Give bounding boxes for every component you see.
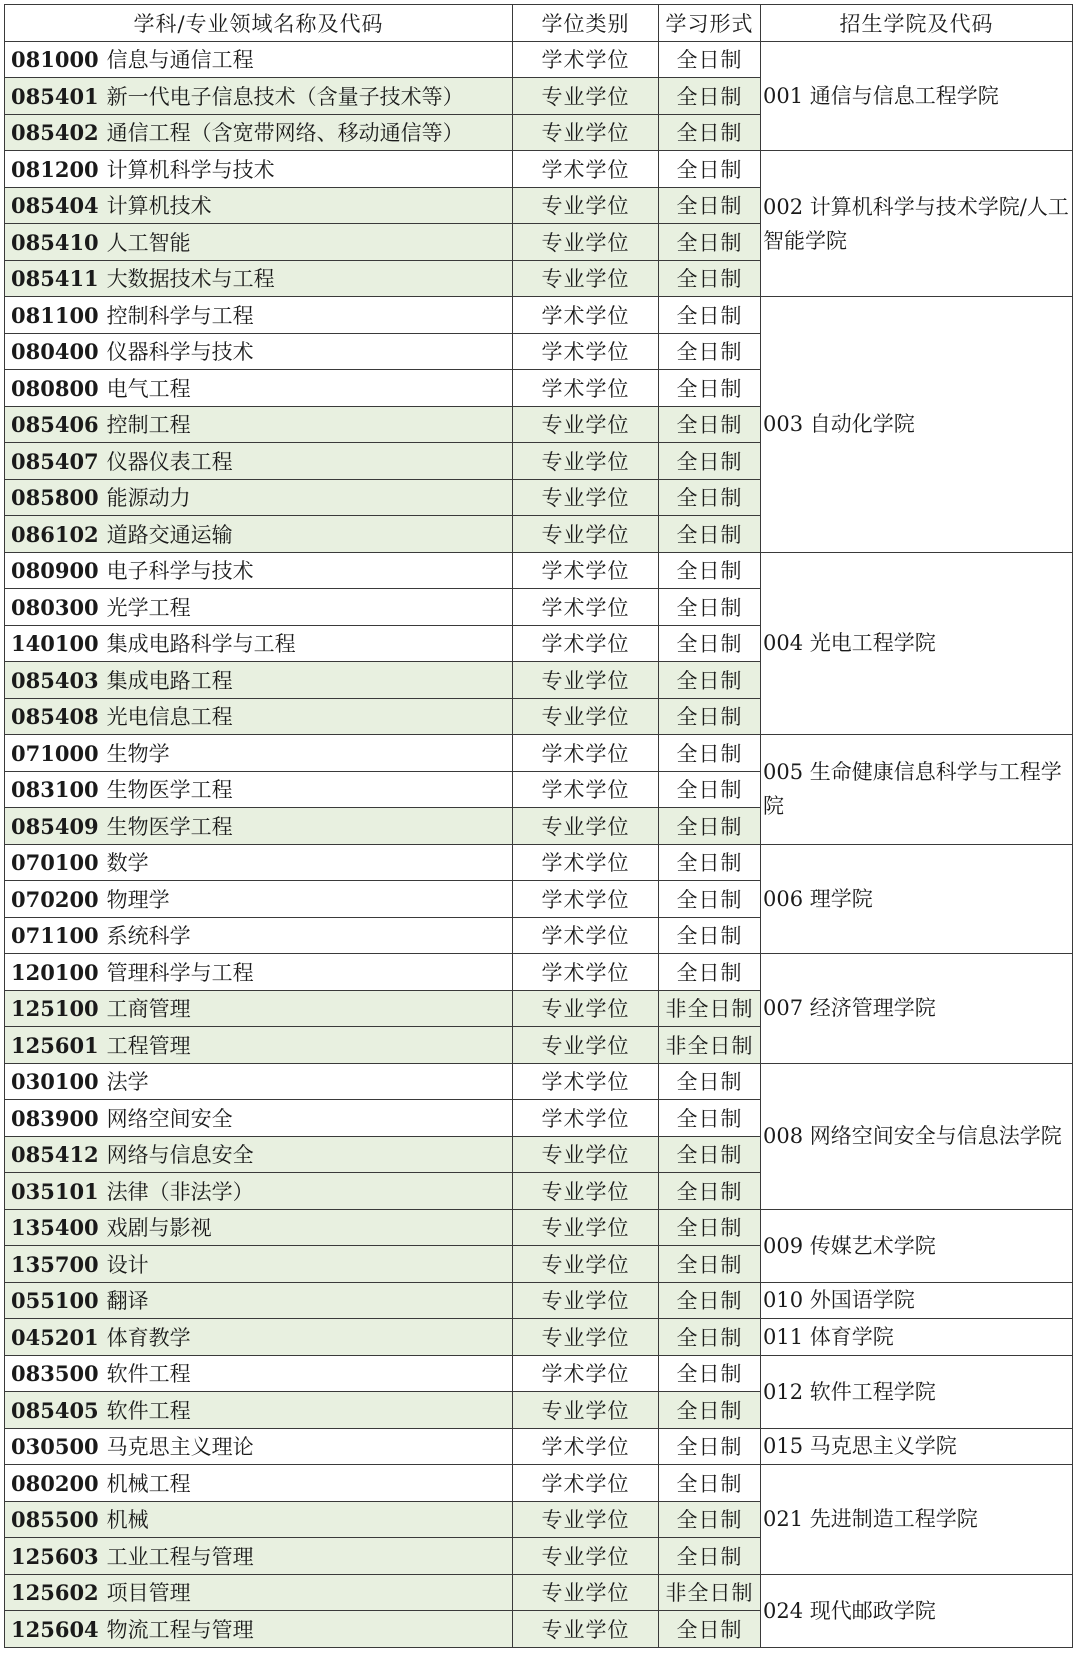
- degree-type-cell: 学术学位: [513, 735, 659, 772]
- subject-code: 125601: [11, 1032, 99, 1058]
- subject-name: 数学: [106, 851, 149, 876]
- study-form-cell: 全日制: [659, 589, 761, 626]
- subject-code: 085408: [11, 704, 99, 730]
- subject-name: 通信工程（含宽带网络、移动通信等）: [106, 121, 464, 146]
- study-form-cell: 全日制: [659, 333, 761, 370]
- subject-name: 计算机科学与技术: [106, 157, 275, 182]
- subject-cell: [5, 1392, 513, 1429]
- subject-code: 125602: [11, 1580, 99, 1606]
- subject-code: 083900: [11, 1105, 99, 1131]
- study-form-cell: 全日制: [659, 735, 761, 772]
- subject-name: 仪器科学与技术: [106, 340, 254, 365]
- subject-name: 马克思主义理论: [106, 1435, 254, 1460]
- subject-cell: [5, 1538, 513, 1575]
- subject-cell: [5, 917, 513, 954]
- subject-name: 翻译: [106, 1289, 149, 1314]
- table-row: [5, 1319, 1073, 1356]
- degree-type-cell: 专业学位: [513, 260, 659, 297]
- subject-cell: [5, 516, 513, 553]
- subject-cell: [5, 662, 513, 699]
- degree-type-cell: 学术学位: [513, 917, 659, 954]
- college-cell: 015 马克思主义学院: [761, 1428, 1073, 1465]
- subject-cell: [5, 1465, 513, 1502]
- table-row: [5, 1209, 1073, 1246]
- degree-type-cell: 学术学位: [513, 1465, 659, 1502]
- subject-code: 085411: [11, 266, 99, 292]
- subject-code: 085500: [11, 1507, 99, 1533]
- study-form-cell: 全日制: [659, 881, 761, 918]
- subject-name: 生物医学工程: [106, 778, 233, 803]
- subject-code: 070200: [11, 886, 99, 912]
- subject-cell: [5, 1209, 513, 1246]
- study-form-cell: 全日制: [659, 479, 761, 516]
- program-table: [4, 4, 1073, 1648]
- subject-code: 120100: [11, 959, 99, 985]
- college-cell: 004 光电工程学院: [761, 552, 1073, 735]
- degree-type-cell: 学术学位: [513, 589, 659, 626]
- header-study-form: 学习形式: [659, 5, 761, 42]
- degree-type-cell: 学术学位: [513, 1063, 659, 1100]
- subject-name: 管理科学与工程: [106, 960, 254, 985]
- subject-cell: [5, 297, 513, 334]
- subject-cell: [5, 1173, 513, 1210]
- study-form-cell: 全日制: [659, 552, 761, 589]
- subject-code: 045201: [11, 1324, 99, 1350]
- subject-cell: [5, 735, 513, 772]
- degree-type-cell: 专业学位: [513, 808, 659, 845]
- subject-code: 085800: [11, 485, 99, 511]
- subject-code: 085412: [11, 1142, 99, 1168]
- subject-code: 080900: [11, 558, 99, 584]
- subject-code: 080200: [11, 1470, 99, 1496]
- study-form-cell: 全日制: [659, 662, 761, 699]
- study-form-cell: 全日制: [659, 370, 761, 407]
- degree-type-cell: 学术学位: [513, 297, 659, 334]
- study-form-cell: 全日制: [659, 1209, 761, 1246]
- degree-type-cell: 专业学位: [513, 78, 659, 115]
- study-form-cell: 全日制: [659, 1428, 761, 1465]
- subject-code: 081200: [11, 156, 99, 182]
- study-form-cell: 全日制: [659, 1538, 761, 1575]
- study-form-cell: 全日制: [659, 187, 761, 224]
- degree-type-cell: 学术学位: [513, 1428, 659, 1465]
- subject-name: 电子科学与技术: [106, 559, 254, 584]
- degree-type-cell: 专业学位: [513, 1611, 659, 1648]
- subject-name: 信息与通信工程: [106, 48, 254, 73]
- subject-cell: [5, 1100, 513, 1137]
- subject-code: 085405: [11, 1397, 99, 1423]
- study-form-cell: 全日制: [659, 297, 761, 334]
- subject-cell: [5, 1319, 513, 1356]
- subject-name: 工商管理: [106, 997, 191, 1022]
- subject-name: 物流工程与管理: [106, 1617, 254, 1642]
- subject-code: 086102: [11, 521, 99, 547]
- degree-type-cell: 学术学位: [513, 1355, 659, 1392]
- subject-name: 设计: [106, 1252, 149, 1277]
- study-form-cell: 非全日制: [659, 1574, 761, 1611]
- subject-cell: [5, 41, 513, 78]
- subject-name: 人工智能: [106, 230, 191, 255]
- study-form-cell: 全日制: [659, 698, 761, 735]
- study-form-cell: 全日制: [659, 954, 761, 991]
- subject-code: 035101: [11, 1178, 99, 1204]
- degree-type-cell: 学术学位: [513, 844, 659, 881]
- subject-name: 法律（非法学）: [106, 1179, 254, 1204]
- study-form-cell: 全日制: [659, 78, 761, 115]
- college-cell: 021 先进制造工程学院: [761, 1465, 1073, 1575]
- subject-name: 软件工程: [106, 1362, 191, 1387]
- subject-name: 光电信息工程: [106, 705, 233, 730]
- college-cell: 002 计算机科学与技术学院/人工智能学院: [761, 151, 1073, 297]
- subject-code: 071100: [11, 923, 99, 949]
- subject-code: 135700: [11, 1251, 99, 1277]
- study-form-cell: 全日制: [659, 114, 761, 151]
- subject-cell: [5, 114, 513, 151]
- subject-cell: [5, 1574, 513, 1611]
- degree-type-cell: 专业学位: [513, 516, 659, 553]
- degree-type-cell: 专业学位: [513, 1392, 659, 1429]
- college-cell: 007 经济管理学院: [761, 954, 1073, 1064]
- study-form-cell: 全日制: [659, 1319, 761, 1356]
- subject-name: 电气工程: [106, 376, 191, 401]
- subject-code: 085407: [11, 448, 99, 474]
- degree-type-cell: 专业学位: [513, 1574, 659, 1611]
- degree-type-cell: 专业学位: [513, 1027, 659, 1064]
- college-cell: 001 通信与信息工程学院: [761, 41, 1073, 151]
- study-form-cell: 全日制: [659, 406, 761, 443]
- college-cell: 006 理学院: [761, 844, 1073, 954]
- subject-code: 083500: [11, 1361, 99, 1387]
- subject-cell: [5, 151, 513, 188]
- degree-type-cell: 专业学位: [513, 1173, 659, 1210]
- subject-name: 体育教学: [106, 1325, 191, 1350]
- degree-type-cell: 专业学位: [513, 990, 659, 1027]
- study-form-cell: 非全日制: [659, 990, 761, 1027]
- header-subject: 学科/专业领域名称及代码: [5, 5, 513, 42]
- subject-cell: [5, 808, 513, 845]
- table-row: [5, 1063, 1073, 1100]
- table-row: [5, 552, 1073, 589]
- subject-cell: [5, 1027, 513, 1064]
- study-form-cell: 全日制: [659, 151, 761, 188]
- subject-name: 能源动力: [106, 486, 191, 511]
- subject-cell: [5, 1282, 513, 1319]
- subject-name: 机械: [106, 1508, 149, 1533]
- degree-type-cell: 专业学位: [513, 114, 659, 151]
- subject-cell: [5, 1501, 513, 1538]
- study-form-cell: 全日制: [659, 516, 761, 553]
- subject-cell: [5, 625, 513, 662]
- subject-cell: [5, 1611, 513, 1648]
- subject-code: 125100: [11, 996, 99, 1022]
- college-cell: 005 生命健康信息科学与工程学院: [761, 735, 1073, 845]
- college-cell: 011 体育学院: [761, 1319, 1073, 1356]
- study-form-cell: 全日制: [659, 1465, 761, 1502]
- subject-cell: [5, 589, 513, 626]
- subject-name: 控制工程: [106, 413, 191, 438]
- subject-code: 085402: [11, 120, 99, 146]
- subject-code: 125603: [11, 1543, 99, 1569]
- program-table-wrapper: [4, 4, 1073, 1648]
- table-body: [5, 41, 1073, 1647]
- subject-name: 网络与信息安全: [106, 1143, 254, 1168]
- subject-code: 081100: [11, 302, 99, 328]
- table-row: [5, 735, 1073, 772]
- degree-type-cell: 专业学位: [513, 1282, 659, 1319]
- subject-code: 080800: [11, 375, 99, 401]
- college-cell: 008 网络空间安全与信息法学院: [761, 1063, 1073, 1209]
- subject-name: 网络空间安全: [106, 1106, 233, 1131]
- degree-type-cell: 专业学位: [513, 224, 659, 261]
- subject-name: 计算机技术: [106, 194, 212, 219]
- degree-type-cell: 专业学位: [513, 187, 659, 224]
- degree-type-cell: 专业学位: [513, 1136, 659, 1173]
- table-row: [5, 1355, 1073, 1392]
- subject-name: 法学: [106, 1070, 149, 1095]
- degree-type-cell: 专业学位: [513, 1319, 659, 1356]
- table-row: [5, 954, 1073, 991]
- subject-name: 戏剧与影视: [106, 1216, 212, 1241]
- degree-type-cell: 学术学位: [513, 954, 659, 991]
- study-form-cell: 全日制: [659, 1611, 761, 1648]
- subject-code: 070100: [11, 850, 99, 876]
- subject-name: 控制科学与工程: [106, 303, 254, 328]
- subject-cell: [5, 406, 513, 443]
- degree-type-cell: 专业学位: [513, 662, 659, 699]
- subject-cell: [5, 78, 513, 115]
- degree-type-cell: 学术学位: [513, 41, 659, 78]
- subject-cell: [5, 1063, 513, 1100]
- header-degree-type: 学位类别: [513, 5, 659, 42]
- study-form-cell: 全日制: [659, 1355, 761, 1392]
- subject-name: 集成电路工程: [106, 668, 233, 693]
- degree-type-cell: 学术学位: [513, 333, 659, 370]
- subject-code: 085409: [11, 813, 99, 839]
- subject-code: 085404: [11, 193, 99, 219]
- degree-type-cell: 专业学位: [513, 1538, 659, 1575]
- subject-cell: [5, 1246, 513, 1283]
- subject-name: 新一代电子信息技术（含量子技术等）: [106, 84, 464, 109]
- subject-code: 085403: [11, 667, 99, 693]
- degree-type-cell: 专业学位: [513, 479, 659, 516]
- subject-code: 085410: [11, 229, 99, 255]
- college-cell: 012 软件工程学院: [761, 1355, 1073, 1428]
- study-form-cell: 全日制: [659, 1063, 761, 1100]
- subject-name: 道路交通运输: [106, 522, 233, 547]
- degree-type-cell: 学术学位: [513, 370, 659, 407]
- subject-cell: [5, 844, 513, 881]
- header-college: 招生学院及代码: [761, 5, 1073, 42]
- table-row: [5, 151, 1073, 188]
- degree-type-cell: 专业学位: [513, 1209, 659, 1246]
- table-row: [5, 1465, 1073, 1502]
- subject-cell: [5, 187, 513, 224]
- study-form-cell: 非全日制: [659, 1027, 761, 1064]
- subject-cell: [5, 1428, 513, 1465]
- subject-code: 085401: [11, 83, 99, 109]
- subject-cell: [5, 990, 513, 1027]
- college-cell: 003 自动化学院: [761, 297, 1073, 553]
- study-form-cell: 全日制: [659, 443, 761, 480]
- subject-name: 系统科学: [106, 924, 191, 949]
- study-form-cell: 全日制: [659, 917, 761, 954]
- study-form-cell: 全日制: [659, 844, 761, 881]
- subject-code: 081000: [11, 47, 99, 73]
- study-form-cell: 全日制: [659, 1100, 761, 1137]
- subject-code: 030100: [11, 1069, 99, 1095]
- subject-name: 仪器仪表工程: [106, 449, 233, 474]
- subject-code: 140100: [11, 631, 99, 657]
- subject-cell: [5, 224, 513, 261]
- subject-cell: [5, 260, 513, 297]
- subject-cell: [5, 443, 513, 480]
- study-form-cell: 全日制: [659, 625, 761, 662]
- table-row: [5, 297, 1073, 334]
- study-form-cell: 全日制: [659, 41, 761, 78]
- subject-cell: [5, 479, 513, 516]
- study-form-cell: 全日制: [659, 771, 761, 808]
- subject-name: 软件工程: [106, 1398, 191, 1423]
- degree-type-cell: 学术学位: [513, 552, 659, 589]
- subject-code: 030500: [11, 1434, 99, 1460]
- degree-type-cell: 学术学位: [513, 771, 659, 808]
- table-row: [5, 844, 1073, 881]
- study-form-cell: 全日制: [659, 1136, 761, 1173]
- subject-code: 125604: [11, 1616, 99, 1642]
- table-row: [5, 1282, 1073, 1319]
- subject-name: 生物学: [106, 741, 170, 766]
- subject-cell: [5, 954, 513, 991]
- degree-type-cell: 学术学位: [513, 1100, 659, 1137]
- subject-name: 大数据技术与工程: [106, 267, 275, 292]
- subject-cell: [5, 771, 513, 808]
- table-row: [5, 1574, 1073, 1611]
- table-row: [5, 41, 1073, 78]
- subject-code: 083100: [11, 777, 99, 803]
- study-form-cell: 全日制: [659, 260, 761, 297]
- subject-code: 135400: [11, 1215, 99, 1241]
- subject-cell: [5, 1136, 513, 1173]
- study-form-cell: 全日制: [659, 1392, 761, 1429]
- subject-name: 工业工程与管理: [106, 1544, 254, 1569]
- header-row: [5, 5, 1073, 42]
- degree-type-cell: 学术学位: [513, 881, 659, 918]
- subject-code: 080400: [11, 339, 99, 365]
- study-form-cell: 全日制: [659, 1282, 761, 1319]
- subject-code: 085406: [11, 412, 99, 438]
- subject-name: 生物医学工程: [106, 814, 233, 839]
- subject-code: 071000: [11, 740, 99, 766]
- subject-name: 物理学: [106, 887, 170, 912]
- college-cell: 024 现代邮政学院: [761, 1574, 1073, 1647]
- degree-type-cell: 专业学位: [513, 406, 659, 443]
- study-form-cell: 全日制: [659, 1246, 761, 1283]
- degree-type-cell: 学术学位: [513, 625, 659, 662]
- subject-cell: [5, 370, 513, 407]
- college-cell: 009 传媒艺术学院: [761, 1209, 1073, 1282]
- degree-type-cell: 学术学位: [513, 151, 659, 188]
- subject-cell: [5, 881, 513, 918]
- subject-name: 项目管理: [106, 1581, 191, 1606]
- subject-code: 080300: [11, 594, 99, 620]
- subject-cell: [5, 1355, 513, 1392]
- subject-cell: [5, 552, 513, 589]
- table-row: [5, 1428, 1073, 1465]
- degree-type-cell: 专业学位: [513, 443, 659, 480]
- subject-name: 工程管理: [106, 1033, 191, 1058]
- college-cell: 010 外国语学院: [761, 1282, 1073, 1319]
- degree-type-cell: 专业学位: [513, 698, 659, 735]
- subject-code: 055100: [11, 1288, 99, 1314]
- study-form-cell: 全日制: [659, 1173, 761, 1210]
- degree-type-cell: 专业学位: [513, 1246, 659, 1283]
- subject-name: 光学工程: [106, 595, 191, 620]
- subject-cell: [5, 698, 513, 735]
- subject-name: 集成电路科学与工程: [106, 632, 296, 657]
- study-form-cell: 全日制: [659, 1501, 761, 1538]
- study-form-cell: 全日制: [659, 224, 761, 261]
- study-form-cell: 全日制: [659, 808, 761, 845]
- degree-type-cell: 专业学位: [513, 1501, 659, 1538]
- subject-cell: [5, 333, 513, 370]
- subject-name: 机械工程: [106, 1471, 191, 1496]
